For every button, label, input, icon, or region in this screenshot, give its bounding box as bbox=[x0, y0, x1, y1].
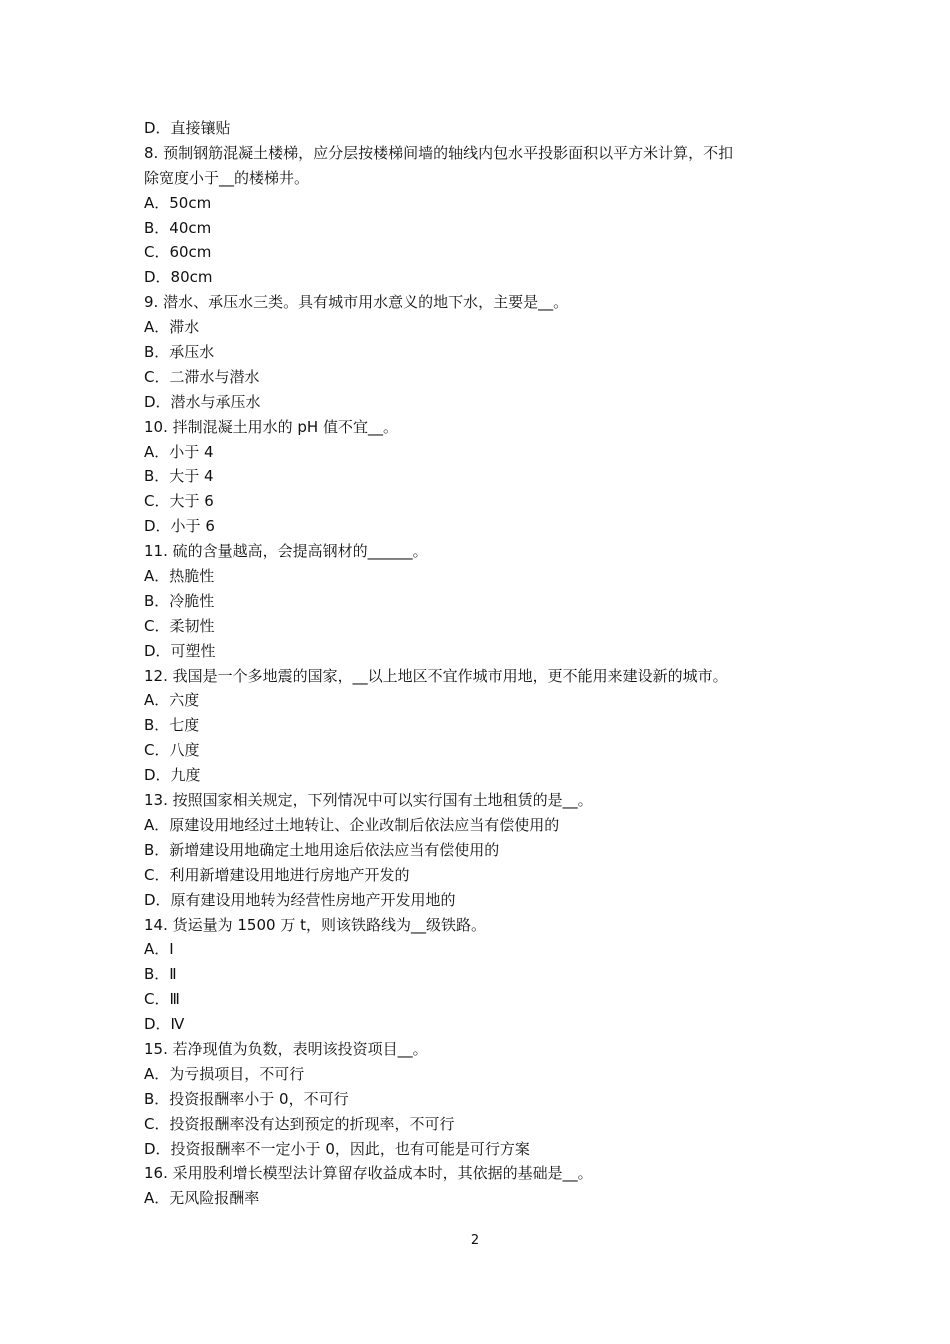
text-line: 15. 若净现值为负数，表明该投资项目__。 bbox=[144, 1039, 428, 1058]
text-line: C．大于 6 bbox=[144, 492, 214, 511]
text-line: C．柔韧性 bbox=[144, 616, 215, 635]
text-line: A．无风险报酬率 bbox=[144, 1189, 260, 1208]
text-line: B．冷脆性 bbox=[144, 591, 215, 610]
text-line: A．热脆性 bbox=[144, 567, 215, 586]
text-line: D．直接镶贴 bbox=[144, 119, 231, 137]
text-line: A．为亏损项目，不可行 bbox=[144, 1064, 305, 1083]
text-line: 14. 货运量为 1500 万 t，则该铁路线为__级铁路。 bbox=[144, 915, 486, 934]
text-line: 13. 按照国家相关规定，下列情况中可以实行国有土地租赁的是__。 bbox=[144, 791, 593, 810]
text-line: C．八度 bbox=[144, 741, 200, 760]
text-line: C．投资报酬率没有达到预定的折现率，不可行 bbox=[144, 1114, 455, 1133]
text-line: B．新增建设用地确定土地用途后依法应当有偿使用的 bbox=[144, 840, 500, 859]
text-line: B．40cm bbox=[144, 218, 212, 237]
text-line: B．承压水 bbox=[144, 343, 215, 362]
text-line: C．Ⅲ bbox=[144, 990, 180, 1009]
text-line: 8. 预制钢筋混凝土楼梯，应分层按楼梯间墙的轴线内包水平投影面积以平方米计算，不扣 bbox=[144, 143, 734, 162]
text-line: A．小于 4 bbox=[144, 442, 214, 461]
text-line: B．七度 bbox=[144, 716, 200, 735]
text-line: B．大于 4 bbox=[144, 467, 214, 486]
text-line: C．利用新增建设用地进行房地产开发的 bbox=[144, 865, 410, 884]
text-line: A．Ⅰ bbox=[144, 940, 174, 959]
text-line: 10. 拌制混凝土用水的 pH 值不宜__。 bbox=[144, 417, 398, 436]
document-body bbox=[144, 116, 814, 1211]
text-line: D．潜水与承压水 bbox=[144, 392, 261, 411]
text-line: A．六度 bbox=[144, 691, 200, 710]
text-line: C．二滞水与潜水 bbox=[144, 367, 260, 386]
text-line: 9. 潜水、承压水三类。具有城市用水意义的地下水，主要是__。 bbox=[144, 293, 569, 312]
text-line: A．原建设用地经过土地转让、企业改制后依法应当有偿使用的 bbox=[144, 815, 560, 834]
text-line: B．投资报酬率小于 0，不可行 bbox=[144, 1089, 349, 1108]
text-line: D．九度 bbox=[144, 766, 201, 785]
text-line: D．小于 6 bbox=[144, 517, 215, 536]
text-line: 11. 硫的含量越高，会提高钢材的______。 bbox=[144, 542, 428, 561]
text-line: A．50cm bbox=[144, 193, 212, 212]
text-line: B．Ⅱ bbox=[144, 965, 177, 984]
text-line: A．滞水 bbox=[144, 318, 200, 337]
text-line: 除宽度小于__的楼梯井。 bbox=[144, 168, 310, 187]
text-line: D．80cm bbox=[144, 268, 213, 287]
text-line: 16. 采用股利增长模型法计算留存收益成本时，其依据的基础是__。 bbox=[144, 1164, 593, 1183]
text-line: D．投资报酬率不一定小于 0，因此，也有可能是可行方案 bbox=[144, 1139, 530, 1158]
text-line: D．Ⅳ bbox=[144, 1015, 185, 1034]
text-line: D．原有建设用地转为经营性房地产开发用地的 bbox=[144, 890, 456, 909]
text-line: 12. 我国是一个多地震的国家，__以上地区不宜作城市用地，更不能用来建设新的城市。 bbox=[144, 666, 728, 685]
text-line: C．60cm bbox=[144, 243, 212, 262]
page-number: 2 bbox=[470, 1233, 480, 1248]
text-line: D．可塑性 bbox=[144, 641, 216, 660]
